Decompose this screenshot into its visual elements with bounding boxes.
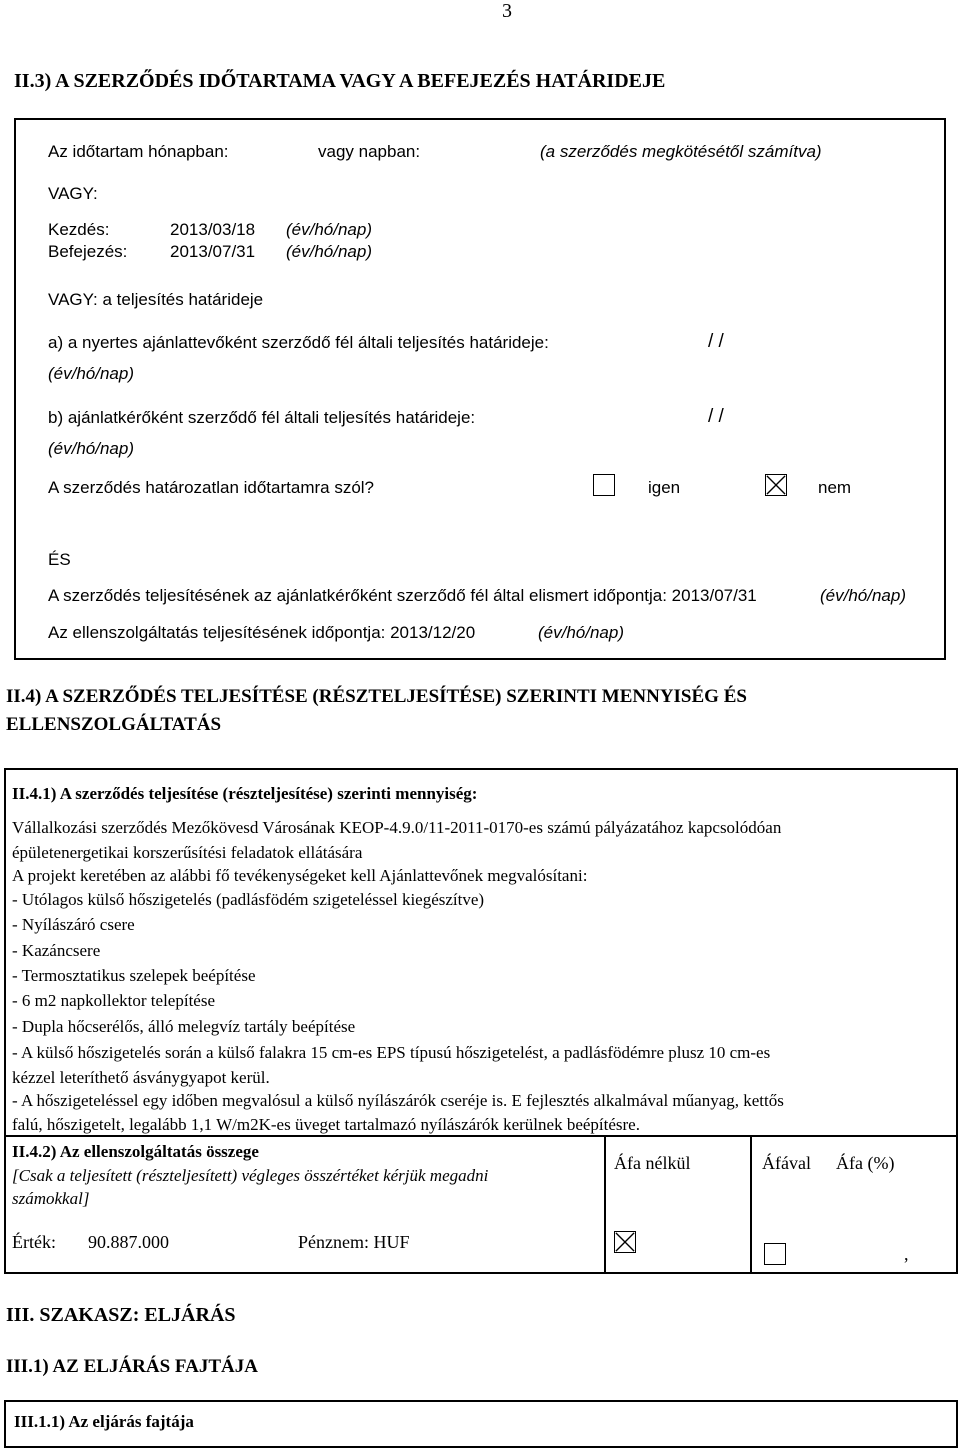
section-heading-ii4-line1: II.4) A SZERZŐDÉS TELJESÍTÉSE (RÉSZTELJESÍTÉSE) SZERINTI MENNYISÉG ÉS: [6, 686, 747, 707]
deadline-a-slashes: / /: [708, 331, 724, 352]
acceptance-date-unit: (év/hó/nap): [820, 586, 906, 605]
body-line: - A külső hőszigetelés során a külső falakra 15 cm-es EPS típusú hőszigetelést, a padlásfödémre plusz 10 cm-es: [12, 1043, 771, 1062]
and-label: ÉS: [48, 550, 71, 569]
body-line: - Utólagos külső hőszigetelés (padlásfödém szigeteléssel kiegészítve): [12, 890, 485, 909]
deadline-a-unit: (év/hó/nap): [48, 364, 134, 383]
section-box-ii3: [14, 118, 946, 660]
indefinite-question: A szerződés határozatlan időtartamra szól?: [48, 478, 375, 497]
column-vat: Áfa (%): [836, 1153, 895, 1173]
body-line: épületenergetikai korszerűsítési feladatok ellátására: [12, 843, 363, 862]
end-label: Befejezés:: [48, 242, 128, 261]
body-line: Vállalkozási szerződés Mezőkövesd Városának KEOP-4.9.0/11-2011-0170-es számú pályázatához kapcsolódóan: [12, 818, 782, 837]
duration-months-label: Az időtartam hónapban:: [48, 142, 229, 161]
value-label: Érték:: [12, 1232, 56, 1252]
no-checkbox[interactable]: [765, 474, 787, 496]
body-line: - Dupla hőcserélős, álló melegvíz tartály beépítése: [12, 1017, 356, 1036]
subsection-title-iii11: III.1.1) Az eljárás fajtája: [14, 1412, 194, 1431]
counter-date-unit: (év/hó/nap): [538, 623, 624, 642]
value-amount: 90.887.000: [88, 1232, 169, 1252]
checkmark-x-icon: [766, 475, 786, 495]
column-net: Áfa nélkül: [614, 1153, 691, 1173]
yes-checkbox[interactable]: [593, 474, 615, 496]
vat-value: ,: [904, 1244, 909, 1264]
counter-date-text: Az ellenszolgáltatás teljesítésének időpontja: 2013/12/20: [48, 623, 476, 642]
subsection-note-line1: [Csak a teljesített (részteljesített) végleges összértéket kérjük megadni: [12, 1166, 489, 1185]
currency-label: Pénznem: HUF: [298, 1232, 410, 1252]
section-heading-iii1: III.1) AZ ELJÁRÁS FAJTÁJA: [6, 1356, 258, 1377]
column-gross: Áfával: [762, 1153, 811, 1173]
body-line: falú, hőszigetelt, legalább 1,1 W/m2K-es üveget tartalmazó nyílászárók kerülnek beépítésre.: [12, 1115, 640, 1134]
body-line: A projekt keretében az alábbi fő tevékenységeket kell Ajánlattevőnek megvalósítani:: [12, 866, 588, 885]
duration-days-label: vagy napban:: [318, 142, 421, 161]
body-line: kézzel leteríthető ásványgyapot kerül.: [12, 1068, 270, 1087]
deadline-b-text: b) ajánlatkérőként szerződő fél általi teljesítés határideje:: [48, 408, 476, 427]
deadline-b-unit: (év/hó/nap): [48, 439, 134, 458]
body-line: - Termosztatikus szelepek beépítése: [12, 966, 256, 985]
body-line: - Nyílászáró csere: [12, 915, 135, 934]
section-heading-ii4-line2: ELLENSZOLGÁLTATÁS: [6, 714, 222, 735]
gross-checkbox[interactable]: [764, 1243, 786, 1265]
start-unit: (év/hó/nap): [286, 220, 372, 239]
start-value: 2013/03/18: [170, 220, 256, 239]
acceptance-date-text: A szerződés teljesítésének az ajánlatkérőként szerződő fél által elismert időpontja: 2013/07/31: [48, 586, 757, 605]
body-line: - A hőszigeteléssel egy időben megvalósul a külső nyílászárók cseréje is. E fejlesztés alkalmával műanyag, kettős: [12, 1091, 784, 1110]
duration-note: (a szerződés megkötésétől számítva): [540, 142, 822, 161]
no-label: nem: [818, 478, 852, 497]
section-heading-iii: III. SZAKASZ: ELJÁRÁS: [6, 1304, 236, 1326]
body-line: - Kazáncsere: [12, 941, 101, 960]
subsection-title-ii41: II.4.1) A szerződés teljesítése (részteljesítése) szerinti mennyiség:: [12, 784, 478, 803]
or-label-1: VAGY:: [48, 184, 98, 203]
subsection-title-ii42: II.4.2) Az ellenszolgáltatás összege: [12, 1142, 259, 1161]
yes-label: igen: [648, 478, 681, 497]
start-label: Kezdés:: [48, 220, 110, 239]
checkmark-x-icon: [615, 1232, 635, 1252]
end-value: 2013/07/31: [170, 242, 256, 261]
deadline-b-slashes: / /: [708, 406, 724, 427]
body-line: - 6 m2 napkollektor telepítése: [12, 991, 215, 1010]
page-number: 3: [502, 0, 512, 22]
subsection-note-line2: számokkal]: [12, 1189, 90, 1208]
net-checkbox[interactable]: [614, 1231, 636, 1253]
end-unit: (év/hó/nap): [286, 242, 372, 261]
or-label-2: VAGY: a teljesítés határideje: [48, 290, 264, 309]
section-heading-ii3: II.3) A SZERZŐDÉS IDŐTARTAMA VAGY A BEFEJEZÉS HATÁRIDEJE: [14, 70, 666, 92]
deadline-a-text: a) a nyertes ajánlattevőként szerződő fél általi teljesítés határideje:: [48, 333, 549, 352]
